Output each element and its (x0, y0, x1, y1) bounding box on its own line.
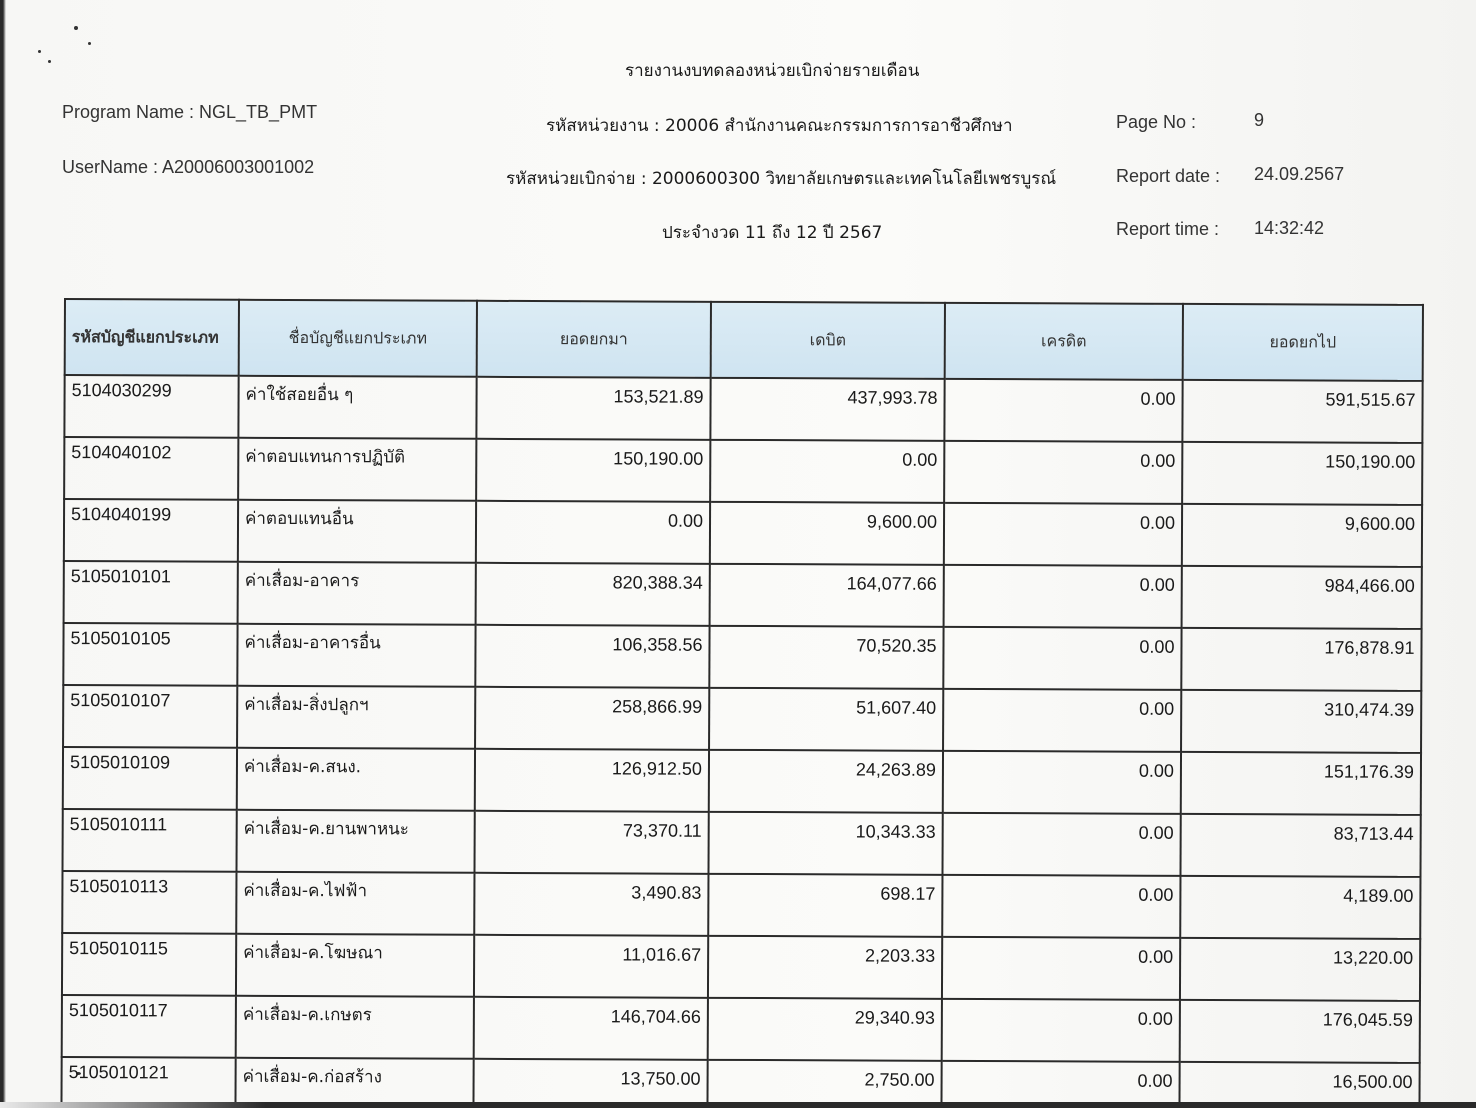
closing-balance: 13,220.00 (1180, 938, 1420, 1001)
debit: 164,077.66 (710, 564, 944, 627)
opening-balance: 146,704.66 (474, 997, 708, 1060)
account-code: 5105010101 (64, 561, 238, 624)
user-name: UserName : A20006003001002 (62, 157, 315, 177)
credit: 0.00 (942, 813, 1180, 876)
paper-bottom-edge (0, 1102, 1476, 1108)
table-row (64, 437, 1422, 505)
header-credit: เครดิต (945, 303, 1183, 380)
debit: 10,343.33 (708, 812, 942, 875)
table-header-row (65, 299, 1423, 381)
account-name: ค่าตอบแทนการปฏิบัติ (238, 438, 476, 501)
account-name: ค่าเสื่อม-ค.ยานพาหนะ (236, 810, 474, 873)
table-row (64, 499, 1422, 567)
account-code: 5105010107 (63, 685, 237, 748)
opening-balance: 73,370.11 (474, 811, 708, 874)
table-row (62, 871, 1420, 939)
account-name: ค่าเสื่อม-สิ่งปลูกฯ (237, 686, 475, 749)
opening-balance: 13,750.00 (473, 1059, 707, 1108)
report-date-label: Report date : (1116, 166, 1221, 186)
account-name: ค่าเสื่อม-ค.โฆษณา (236, 934, 474, 997)
table-row (62, 933, 1420, 1001)
closing-balance: 16,500.00 (1179, 1062, 1419, 1108)
debit: 437,993.78 (710, 378, 944, 441)
account-code: 5104040199 (64, 499, 238, 562)
debit: 70,520.35 (709, 626, 943, 689)
table-row (62, 995, 1420, 1063)
debit: 51,607.40 (709, 688, 943, 751)
credit: 0.00 (943, 689, 1181, 752)
account-code: 5105010113 (62, 871, 236, 934)
header-closing-balance: ยอดยกไป (1183, 304, 1423, 381)
debit: 24,263.89 (709, 750, 943, 813)
header-account-name: ชื่อบัญชีแยกประเภท (239, 300, 477, 377)
account-name: ค่าเสื่อม-ค.เกษตร (236, 996, 474, 1059)
debit: 2,750.00 (707, 1060, 941, 1108)
table-row (63, 747, 1421, 815)
report-date-value: 24.09.2567 (1254, 164, 1345, 184)
closing-balance: 591,515.67 (1182, 380, 1422, 443)
closing-balance: 83,713.44 (1180, 814, 1420, 877)
report-time-label: Report time : (1116, 219, 1220, 239)
table-row (62, 809, 1420, 877)
account-code: 5105010115 (62, 933, 236, 996)
trial-balance-table (60, 298, 1424, 1108)
credit: 0.00 (944, 379, 1182, 442)
paper-speck (88, 42, 91, 45)
account-name: ค่าเสื่อม-อาคารอื่น (237, 624, 475, 687)
closing-balance: 984,466.00 (1182, 566, 1422, 629)
report-title: รายงานงบทดลองหน่วยเบิกจ่ายรายเดือน (625, 61, 920, 81)
header-account-code: รหัสบัญชีแยกประเภท (65, 299, 239, 376)
page-no-label: Page No : (1116, 112, 1197, 132)
debit: 29,340.93 (708, 998, 942, 1061)
account-code: 5105010121 (61, 1057, 235, 1108)
credit: 0.00 (942, 937, 1180, 1000)
table-row (61, 1057, 1419, 1108)
paper-speck (74, 26, 78, 30)
account-code: 5105010117 (62, 995, 236, 1058)
opening-balance: 258,866.99 (475, 687, 709, 750)
credit: 0.00 (944, 503, 1182, 566)
credit: 0.00 (944, 565, 1182, 628)
opening-balance: 153,521.89 (476, 377, 710, 440)
opening-balance: 150,190.00 (476, 439, 710, 502)
header-debit: เดบิต (711, 302, 945, 379)
table-row (63, 623, 1421, 691)
table-row (63, 685, 1421, 753)
closing-balance: 176,045.59 (1180, 1000, 1420, 1063)
page-no-value: 9 (1254, 110, 1265, 130)
paper-speck (48, 60, 51, 63)
opening-balance: 11,016.67 (474, 935, 708, 998)
paper-speck (38, 50, 41, 53)
closing-balance: 310,474.39 (1181, 690, 1421, 753)
credit: 0.00 (943, 751, 1181, 814)
credit: 0.00 (944, 441, 1182, 504)
account-code: 5105010109 (63, 747, 237, 810)
closing-balance: 4,189.00 (1180, 876, 1420, 939)
table-row (64, 375, 1422, 443)
opening-balance: 0.00 (476, 501, 710, 564)
opening-balance: 820,388.34 (476, 563, 710, 626)
opening-balance: 3,490.83 (474, 873, 708, 936)
credit: 0.00 (941, 1061, 1179, 1108)
agency-code: รหัสหน่วยงาน : 20006 สำนักงานคณะกรรมการการอาชีวศึกษา (546, 116, 1013, 136)
program-name: Program Name : NGL_TB_PMT (62, 102, 318, 122)
debit: 9,600.00 (710, 502, 944, 565)
account-code: 5105010111 (62, 809, 236, 872)
table-row (64, 561, 1422, 629)
account-name: ค่าเสื่อม-อาคาร (238, 562, 476, 625)
disbursing-unit-code: รหัสหน่วยเบิกจ่าย : 2000600300 วิทยาลัยเกษตรและเทคโนโลยีเพชรบูรณ์ (506, 169, 1057, 189)
account-name: ค่าใช้สอยอื่น ๆ (238, 376, 476, 439)
credit: 0.00 (942, 999, 1180, 1062)
account-code: 5105010105 (63, 623, 237, 686)
closing-balance: 9,600.00 (1182, 504, 1422, 567)
credit: 0.00 (942, 875, 1180, 938)
report-period: ประจำงวด 11 ถึง 12 ปี 2567 (662, 223, 883, 243)
closing-balance: 151,176.39 (1181, 752, 1421, 815)
account-name: ค่าเสื่อม-ค.ไฟฟ้า (236, 872, 474, 935)
closing-balance: 176,878.91 (1181, 628, 1421, 691)
account-code: 5104040102 (64, 437, 238, 500)
debit: 698.17 (708, 874, 942, 937)
header-opening-balance: ยอดยกมา (477, 301, 711, 378)
account-name: ค่าเสื่อม-ค.ก่อสร้าง (235, 1058, 473, 1108)
report-time-value: 14:32:42 (1254, 218, 1325, 238)
account-name: ค่าเสื่อม-ค.สนง. (237, 748, 475, 811)
closing-balance: 150,190.00 (1182, 442, 1422, 505)
credit: 0.00 (943, 627, 1181, 690)
account-code: 5104030299 (64, 375, 238, 438)
account-name: ค่าตอบแทนอื่น (238, 500, 476, 563)
opening-balance: 126,912.50 (475, 749, 709, 812)
debit: 0.00 (710, 440, 944, 503)
opening-balance: 106,358.56 (475, 625, 709, 688)
debit: 2,203.33 (708, 936, 942, 999)
